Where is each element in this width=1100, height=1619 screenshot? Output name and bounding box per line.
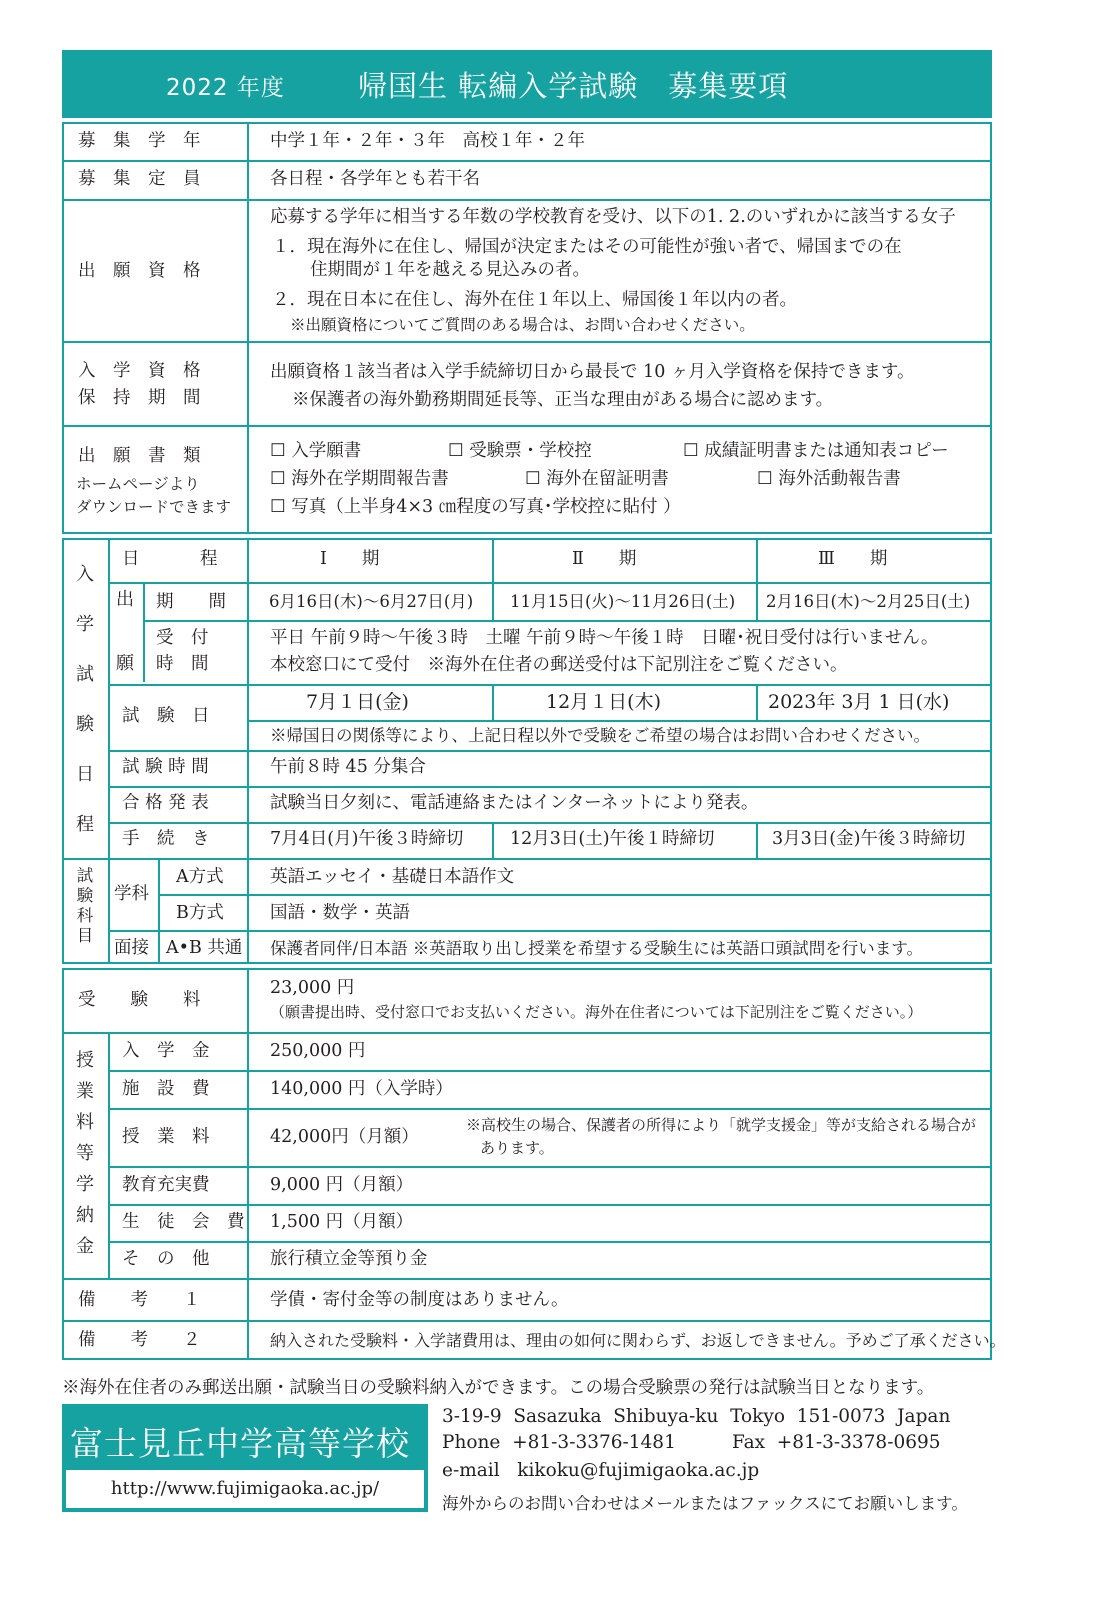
retention-value: 出願資格１該当者は入学手続締切日から最長で 10 ヶ月入学資格を保持できます。 bbox=[270, 362, 915, 382]
reception-hours: 平日 午前９時～午後３時 土曜 午前９時～午後１時 日曜･祝日受付は行いません。 bbox=[270, 628, 939, 648]
tuition-label: 授 業 料 bbox=[122, 1127, 210, 1147]
student-fee-value: 1,500 円（月額） bbox=[270, 1212, 414, 1232]
overseas-contact-note: 海外からのお問い合わせはメールまたはファックスにてお願いします。 bbox=[442, 1494, 968, 1513]
doc-item: ☐ 海外在留証明書 bbox=[525, 469, 669, 489]
other-value: 旅行積立金等預り金 bbox=[270, 1249, 428, 1269]
schedule-side-label: 入 学 試 験 日 程 bbox=[76, 564, 94, 835]
doc-item: ☐ 受験票・学校控 bbox=[448, 441, 592, 461]
admission-value: 250,000 円 bbox=[270, 1041, 366, 1061]
other-label: そ の 他 bbox=[122, 1249, 210, 1269]
a-method-value: 英語エッセイ・基礎日本語作文 bbox=[270, 867, 515, 887]
remark-2-value: 納入された受験料・入学諸費用は、理由の如何に関わらず、お返しできません。予めご了承ください。 bbox=[270, 1331, 1006, 1350]
eligibility-2: ２．現在日本に在住し、海外在住１年以上、帰国後１年以内の者。 bbox=[272, 290, 797, 310]
exam-day-1: 7月１日(金) bbox=[306, 691, 409, 713]
eligibility-intro: 応募する学年に相当する年数の学校教育を受け、以下の1. 2.のいずれかに該当する女子 bbox=[270, 207, 956, 227]
title-bar bbox=[62, 50, 992, 118]
academic-label: 学科 bbox=[114, 884, 149, 904]
school-url-link[interactable]: http://www.fujimigaoka.ac.jp/ bbox=[110, 1478, 380, 1499]
tuition-note-2: あります。 bbox=[480, 1139, 554, 1157]
facility-value: 140,000 円（入学時） bbox=[270, 1079, 453, 1099]
procedure-1: 7月4日(月)午後３時締切 bbox=[270, 829, 464, 849]
doc-item: ☐ 写真（上半身4×3 ㎝程度の写真･学校控に貼付 ） bbox=[270, 497, 681, 517]
apply-period-1: 6月16日(木)～6月27日(月) bbox=[269, 592, 474, 611]
remark-1-value: 学債・寄付金等の制度はありません。 bbox=[270, 1290, 569, 1310]
fees-side-label: 授 業 料 等 学 納 金 bbox=[76, 1050, 94, 1257]
student-fee-label: 生 徒 会 費 bbox=[122, 1212, 245, 1232]
school-logo-box bbox=[62, 1404, 428, 1512]
year-label: 2022 年度 bbox=[166, 75, 285, 101]
reception-label-1: 受 付 bbox=[156, 628, 209, 648]
eligibility-note: ※出願資格についてご質問のある場合は、お問い合わせください。 bbox=[290, 316, 755, 334]
doc-item: ☐ 海外在学期間報告書 bbox=[270, 469, 449, 489]
exam-day-label: 試 験 日 bbox=[122, 706, 210, 726]
reception-note: 本校窓口にて受付 ※海外在住者の郵送受付は下記別注をご覧ください。 bbox=[270, 655, 848, 675]
fax: Fax +81-3-3378-0695 bbox=[732, 1432, 941, 1453]
eligibility-1a: １．現在海外に在住し、帰国が決定またはその可能性が強い者で、帰国までの在 bbox=[272, 237, 902, 257]
remark-2-label: 備 考 ２ bbox=[78, 1330, 201, 1350]
apply-period-2: 11月15日(火)～11月26日(土) bbox=[510, 592, 736, 611]
doc-item: ☐ 成績証明書または通知表コピー bbox=[683, 441, 949, 461]
phone: Phone +81-3-3376-1481 bbox=[442, 1432, 676, 1453]
b-method-value: 国語・数学・英語 bbox=[270, 903, 410, 923]
subjects-side-label: 試 験 科 目 bbox=[76, 866, 94, 945]
eligibility-1b: 住期間が１年を越える見込みの者。 bbox=[310, 260, 590, 280]
exam-fee-label: 受 験 料 bbox=[78, 990, 201, 1010]
interview-label: 面接 bbox=[114, 938, 149, 958]
mail-application-note: ※海外在住者のみ郵送出願・試験当日の受験料納入ができます。この場合受験票の発行は試験当日となります。 bbox=[62, 1378, 935, 1398]
date-label: 日 程 bbox=[122, 549, 220, 569]
exam-day-2: 12月１日(木) bbox=[546, 691, 662, 713]
apply-period-label: 期 間 bbox=[156, 592, 226, 612]
email-link[interactable]: e-mail kikoku@fujimigaoka.ac.jp bbox=[442, 1460, 760, 1481]
period-3-header: Ⅲ 期 bbox=[818, 549, 888, 569]
doc-item: ☐ 海外活動報告書 bbox=[757, 469, 901, 489]
school-name: 富士見丘中学高等学校 bbox=[70, 1424, 410, 1463]
retention-label-2: 保 持 期 間 bbox=[78, 388, 201, 408]
exam-fee-value: 23,000 円 bbox=[270, 978, 355, 998]
b-method-label: B方式 bbox=[176, 903, 224, 923]
result-label: 合 格 発 表 bbox=[122, 793, 209, 813]
a-method-label: A方式 bbox=[176, 867, 224, 887]
reception-label-2: 時 間 bbox=[156, 654, 209, 674]
address: 3-19-9 Sasazuka Shibuya-ku Tokyo 151-0073 Japan bbox=[442, 1406, 951, 1427]
procedure-3: 3月3日(金)午後３時締切 bbox=[772, 829, 966, 849]
exam-time-label: 試 験 時 間 bbox=[122, 757, 209, 777]
grades-label: 募 集 学 年 bbox=[78, 131, 201, 151]
capacity-label: 募 集 定 員 bbox=[78, 169, 201, 189]
exam-day-note: ※帰国日の関係等により、上記日程以外で受験をご希望の場合はお問い合わせください。 bbox=[270, 726, 930, 745]
enrichment-label: 教育充実費 bbox=[122, 1175, 210, 1195]
result-value: 試験当日夕刻に、電話連絡またはインターネットにより発表。 bbox=[270, 793, 759, 813]
capacity-value: 各日程・各学年とも若干名 bbox=[270, 169, 480, 189]
eligibility-label: 出 願 資 格 bbox=[78, 261, 201, 281]
procedure-2: 12月3日(土)午後１時締切 bbox=[510, 829, 715, 849]
page-title: 帰国生 転編入学試験 募集要項 bbox=[358, 69, 789, 103]
docs-label: 出 願 書 類 bbox=[78, 446, 201, 466]
ab-common-value: 保護者同伴/日本語 ※英語取り出し授業を希望する受験生には英語口頭試問を行います。 bbox=[270, 939, 923, 958]
exam-day-3: 2023年 3月 1 日(水) bbox=[768, 691, 950, 713]
docs-sub-2: ダウンロードできます bbox=[76, 498, 232, 516]
doc-item: ☐ 入学願書 bbox=[270, 441, 362, 461]
retention-label-1: 入 学 資 格 bbox=[78, 361, 201, 381]
facility-label: 施 設 費 bbox=[122, 1079, 210, 1099]
procedure-label: 手 続 き bbox=[122, 829, 210, 849]
admission-label: 入 学 金 bbox=[122, 1041, 210, 1061]
period-2-header: Ⅱ 期 bbox=[572, 549, 637, 569]
period-1-header: Ⅰ 期 bbox=[320, 549, 380, 569]
ab-common-label: A•B 共通 bbox=[166, 938, 243, 958]
apply-side-label: 出 願 bbox=[116, 589, 134, 674]
remark-1-label: 備 考 １ bbox=[78, 1290, 201, 1310]
tuition-value: 42,000円（月額） bbox=[270, 1127, 419, 1147]
retention-note: ※保護者の海外勤務期間延長等、正当な理由がある場合に認めます。 bbox=[292, 390, 834, 410]
exam-fee-note: （願書提出時、受付窓口でお支払いください。海外在住者については下記別注をご覧ください。） bbox=[270, 1003, 923, 1021]
enrichment-value: 9,000 円（月額） bbox=[270, 1175, 414, 1195]
apply-period-3: 2月16日(木)～2月25日(土) bbox=[766, 592, 971, 611]
tuition-note-1: ※高校生の場合、保護者の所得により「就学支援金」等が支給される場合が bbox=[466, 1116, 977, 1134]
docs-sub-1: ホームページより bbox=[76, 475, 200, 493]
grades-value: 中学１年・２年・３年 高校１年・２年 bbox=[270, 131, 585, 151]
exam-time-value: 午前８時 45 分集合 bbox=[270, 757, 426, 777]
